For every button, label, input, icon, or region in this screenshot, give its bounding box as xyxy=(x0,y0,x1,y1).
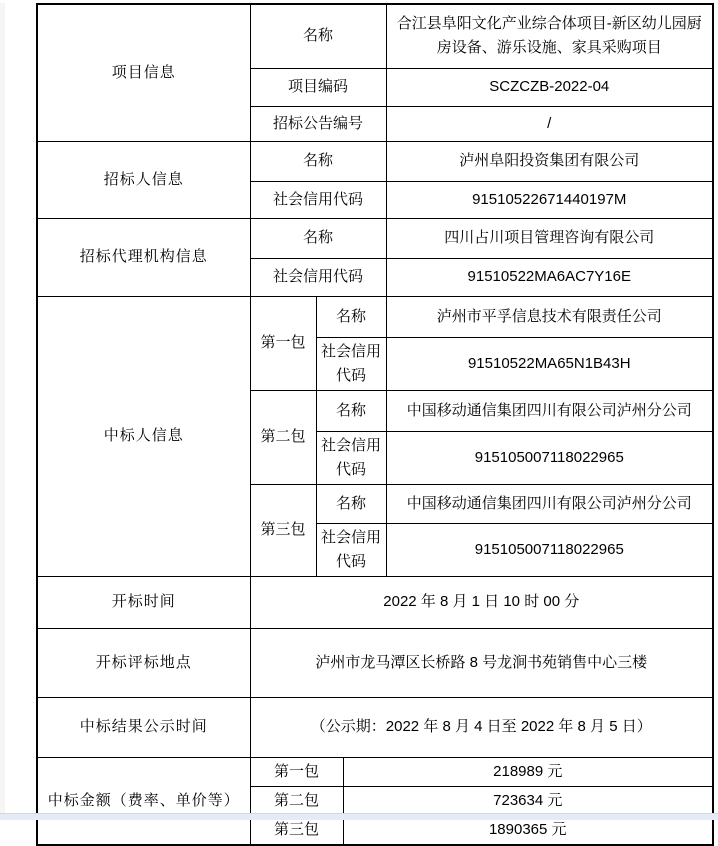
package-label-3: 第三包 xyxy=(250,484,316,576)
key-agency-code: 社会信用代码 xyxy=(250,258,386,296)
key-tenderer-name: 名称 xyxy=(250,141,386,181)
row-label-opening-venue: 开标评标地点 xyxy=(37,628,250,697)
value-announcement-no: / xyxy=(386,106,713,141)
key-winner1-name: 名称 xyxy=(316,296,386,337)
bid-result-table xyxy=(36,3,714,846)
section-label-agency-info: 招标代理机构信息 xyxy=(37,218,250,296)
key-winner1-code: 社会信用代码 xyxy=(316,337,386,390)
section-label-bid-amounts: 中标金额（费率、单价等） xyxy=(37,757,250,845)
amount-package-label-2: 第二包 xyxy=(250,786,343,815)
key-winner3-code: 社会信用代码 xyxy=(316,523,386,576)
value-winner1-code: 91510522MA65N1B43H xyxy=(386,337,713,390)
table-row xyxy=(37,4,713,68)
value-agency-code: 91510522MA6AC7Y16E xyxy=(386,258,713,296)
value-project-name: 合江县阜阳文化产业综合体项目-新区幼儿园厨房设备、游乐设施、家具采购项目 xyxy=(386,4,713,68)
table-row xyxy=(37,628,713,697)
table-row xyxy=(37,218,713,258)
key-winner2-name: 名称 xyxy=(316,390,386,431)
table-row xyxy=(37,576,713,628)
row-label-opening-time: 开标时间 xyxy=(37,576,250,628)
value-opening-time: 2022 年 8 月 1 日 10 时 00 分 xyxy=(250,576,713,628)
amount-package-label-1: 第一包 xyxy=(250,757,343,786)
section-label-project-info: 项目信息 xyxy=(37,4,250,141)
value-tenderer-name: 泸州阜阳投资集团有限公司 xyxy=(386,141,713,181)
key-winner2-code: 社会信用代码 xyxy=(316,431,386,484)
value-winner3-name: 中国移动通信集团四川有限公司泸州分公司 xyxy=(386,484,713,523)
value-winner2-name: 中国移动通信集团四川有限公司泸州分公司 xyxy=(386,390,713,431)
value-opening-venue: 泸州市龙马潭区长桥路 8 号龙涧书苑销售中心三楼 xyxy=(250,628,713,697)
value-winner2-code: 915105007118022965 xyxy=(386,431,713,484)
value-amount-pkg3: 1890365 元 xyxy=(343,815,713,845)
page-bottom-edge-strip xyxy=(0,813,718,820)
value-project-code: SCZCZB-2022-04 xyxy=(386,68,713,106)
key-announcement-no: 招标公告编号 xyxy=(250,106,386,141)
key-tenderer-code: 社会信用代码 xyxy=(250,181,386,218)
table-row xyxy=(37,141,713,181)
value-announcement-period: （公示期：2022 年 8 月 4 日至 2022 年 8 月 5 日） xyxy=(250,697,713,757)
page-left-margin-strip xyxy=(0,3,5,819)
value-amount-pkg1: 218989 元 xyxy=(343,757,713,786)
key-winner3-name: 名称 xyxy=(316,484,386,523)
package-label-2: 第二包 xyxy=(250,390,316,484)
table-row xyxy=(37,697,713,757)
value-agency-name: 四川占川项目管理咨询有限公司 xyxy=(386,218,713,258)
row-label-announcement-period: 中标结果公示时间 xyxy=(37,697,250,757)
amount-package-label-3: 第三包 xyxy=(250,815,343,845)
table-row xyxy=(37,757,713,786)
section-label-tenderer-info: 招标人信息 xyxy=(37,141,250,218)
package-label-1: 第一包 xyxy=(250,296,316,390)
value-tenderer-code: 91510522671440197M xyxy=(386,181,713,218)
section-label-winner-info: 中标人信息 xyxy=(37,296,250,576)
table-row xyxy=(37,296,713,337)
value-winner3-code: 915105007118022965 xyxy=(386,523,713,576)
key-agency-name: 名称 xyxy=(250,218,386,258)
key-project-code: 项目编码 xyxy=(250,68,386,106)
value-winner1-name: 泸州市平孚信息技术有限责任公司 xyxy=(386,296,713,337)
key-project-name: 名称 xyxy=(250,4,386,68)
value-amount-pkg2: 723634 元 xyxy=(343,786,713,815)
